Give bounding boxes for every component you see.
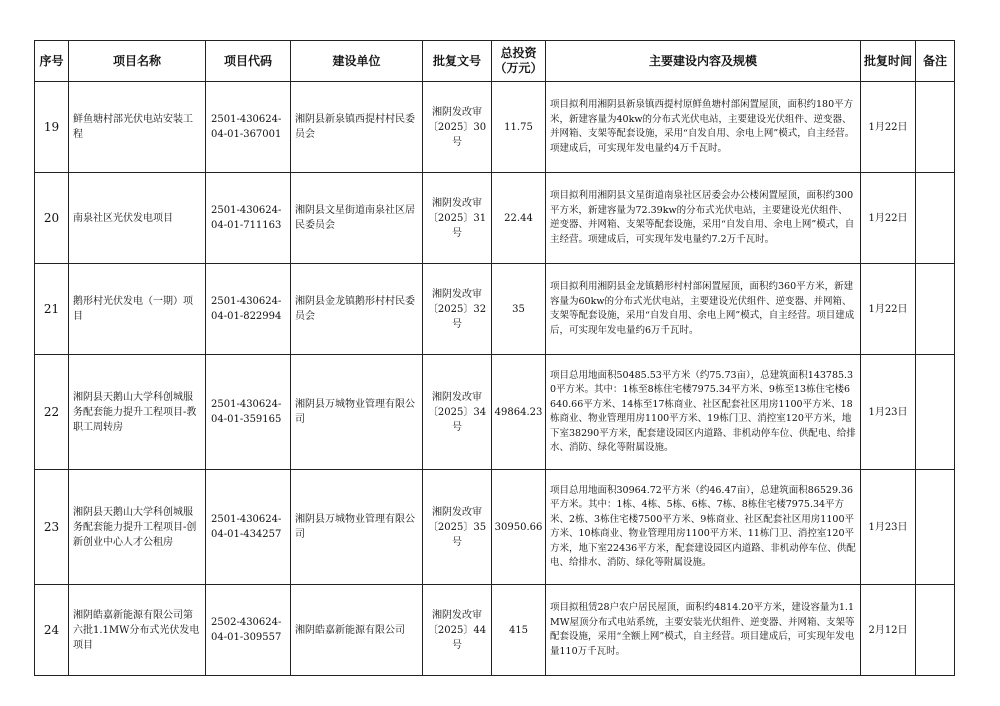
row-date: 1月23日 xyxy=(861,470,916,585)
row-unit: 湘阴县万城物业管理有限公司 xyxy=(291,470,423,585)
row-unit: 湘阴县新泉镇西提村村民委员会 xyxy=(291,82,423,173)
header-invest xyxy=(492,41,546,82)
table-row xyxy=(35,355,955,470)
row-investment: 22.44 xyxy=(492,173,546,264)
row-project-code: 2501-430624-04-01-367001 xyxy=(206,82,291,173)
row-project-code: 2501-430624-04-01-711163 xyxy=(206,173,291,264)
row-date: 1月22日 xyxy=(861,264,916,355)
row-date: 1月22日 xyxy=(861,82,916,173)
row-project-name: 湘阴皓嘉新能源有限公司第六批1.1MW分布式光伏发电项目 xyxy=(69,585,206,676)
row-project-code: 2501-430624-04-01-434257 xyxy=(206,470,291,585)
row-investment: 49864.23 xyxy=(492,355,546,470)
row-index: 23 xyxy=(35,470,69,585)
row-investment: 11.75 xyxy=(492,82,546,173)
row-note xyxy=(916,355,955,470)
row-index: 22 xyxy=(35,355,69,470)
header-unit: 建设单位 xyxy=(291,41,423,82)
row-index: 21 xyxy=(35,264,69,355)
header-code: 项目代码 xyxy=(206,41,291,82)
row-note xyxy=(916,585,955,676)
header-content: 主要建设内容及规模 xyxy=(546,41,861,82)
header-row xyxy=(35,41,955,82)
row-investment: 35 xyxy=(492,264,546,355)
header-invest-line1: 总投资 xyxy=(500,46,537,60)
table-row xyxy=(35,264,955,355)
header-name: 项目名称 xyxy=(69,41,206,82)
row-content: 项目总用地面积30964.72平方米（约46.47亩），总建筑面积86529.36平方米。其中：1栋、4栋、5栋、6栋、7栋、8栋住宅楼7975.34平方米、2栋、3栋住宅楼7500平方米、9栋商业、社区配套社区用房1100平方米、10栋商业、物业管理用房1100平方米、11栋门卫、消控室120平方米，地下室22436平方米，配套建设园区内道路、非机动停车位、供配电、给排水、消防、绿化等附属设施。 xyxy=(546,470,861,585)
row-project-code: 2501-430624-04-01-822994 xyxy=(206,264,291,355)
row-doc-number: 湘阴发改审〔2025〕44号 xyxy=(423,585,492,676)
header-doc: 批复文号 xyxy=(423,41,492,82)
row-unit: 湘阴皓嘉新能源有限公司 xyxy=(291,585,423,676)
row-content: 项目拟租赁28户农户居民屋顶，面积约4814.20平方米，建设容量为1.1MW屋顶分布式电站系统，主要安装光伏组件、逆变器、并网箱、支架等配套设施，采用“全额上网”模式，自主经营。项目建成后，可实现年发电量110万千瓦时。 xyxy=(546,585,861,676)
row-note xyxy=(916,470,955,585)
row-project-code: 2501-430624-04-01-359165 xyxy=(206,355,291,470)
table-row xyxy=(35,173,955,264)
row-project-name: 鲜鱼塘村部光伏电站安装工程 xyxy=(69,82,206,173)
row-content: 项目拟利用湘阴县金龙镇鹅形村村部闲置屋顶，面积约360平方米，新建容量为60kw的分布式光伏电站，主要建设光伏组件、逆变器、并网箱、支架等配套设施，采用“自发自用、余电上网”模式，自主经营。项目建成后，可实现年发电量约6万千瓦时。 xyxy=(546,264,861,355)
row-index: 19 xyxy=(35,82,69,173)
row-content: 项目拟利用湘阴县文星街道南泉社区居委会办公楼闲置屋顶，面积约300平方米，新建容量为72.39kw的分布式光伏电站，主要建设光伏组件、逆变器、并网箱、支架等配套设施，采用“自发自用、余电上网”模式，自主经营。项建成后，可实现年发电量约7.2万千瓦时。 xyxy=(546,173,861,264)
row-investment: 415 xyxy=(492,585,546,676)
header-invest-line2: （万元） xyxy=(494,61,543,75)
row-unit: 湘阴县万城物业管理有限公司 xyxy=(291,355,423,470)
table-row xyxy=(35,470,955,585)
row-date: 1月22日 xyxy=(861,173,916,264)
row-note xyxy=(916,173,955,264)
header-index: 序号 xyxy=(35,41,69,82)
header-date: 批复时间 xyxy=(861,41,916,82)
row-index: 24 xyxy=(35,585,69,676)
row-doc-number: 湘阴发改审〔2025〕35号 xyxy=(423,470,492,585)
row-project-name: 鹅形村光伏发电（一期）项目 xyxy=(69,264,206,355)
row-project-name: 湘阴县天鹅山大学科创城服务配套能力提升工程项目-创新创业中心人才公租房 xyxy=(69,470,206,585)
row-content: 项目总用地面积50485.53平方米（约75.73亩），总建筑面积143785.30平方米。其中：1栋至8栋住宅楼7975.34平方米、9栋至13栋住宅楼6640.66平方米、14栋至17栋商业、社区配套社区用房1100平方米、18栋商业、物业管理用房1100平方米、19栋门卫、消控室120平方米，地下室38290平方米，配套建设园区内道路、非机动停车位、供配电、给排水、消防、绿化等附属设施。 xyxy=(546,355,861,470)
row-doc-number: 湘阴发改审〔2025〕31号 xyxy=(423,173,492,264)
row-note xyxy=(916,264,955,355)
row-index: 20 xyxy=(35,173,69,264)
row-project-name: 湘阴县天鹅山大学科创城服务配套能力提升工程项目-教职工周转房 xyxy=(69,355,206,470)
row-note xyxy=(916,82,955,173)
row-doc-number: 湘阴发改审〔2025〕32号 xyxy=(423,264,492,355)
approval-table xyxy=(34,40,955,676)
row-doc-number: 湘阴发改审〔2025〕30号 xyxy=(423,82,492,173)
row-unit: 湘阴县金龙镇鹅形村村民委员会 xyxy=(291,264,423,355)
row-doc-number: 湘阴发改审〔2025〕34号 xyxy=(423,355,492,470)
header-note: 备注 xyxy=(916,41,955,82)
table-row xyxy=(35,82,955,173)
row-project-code: 2502-430624-04-01-309557 xyxy=(206,585,291,676)
row-project-name: 南泉社区光伏发电项目 xyxy=(69,173,206,264)
row-content: 项目拟利用湘阴县新泉镇西提村原鲜鱼塘村部闲置屋顶，面积约180平方米，新建容量为40kw的分布式光伏电站，主要建设光伏组件、逆变器、并网箱、支架等配套设施，采用“自发自用、余电上网”模式，自主经营。项建成后，可实现年发电量约4万千瓦时。 xyxy=(546,82,861,173)
row-investment: 30950.66 xyxy=(492,470,546,585)
row-date: 1月23日 xyxy=(861,355,916,470)
row-unit: 湘阴县文星街道南泉社区居民委员会 xyxy=(291,173,423,264)
row-date: 2月12日 xyxy=(861,585,916,676)
table-row xyxy=(35,585,955,676)
